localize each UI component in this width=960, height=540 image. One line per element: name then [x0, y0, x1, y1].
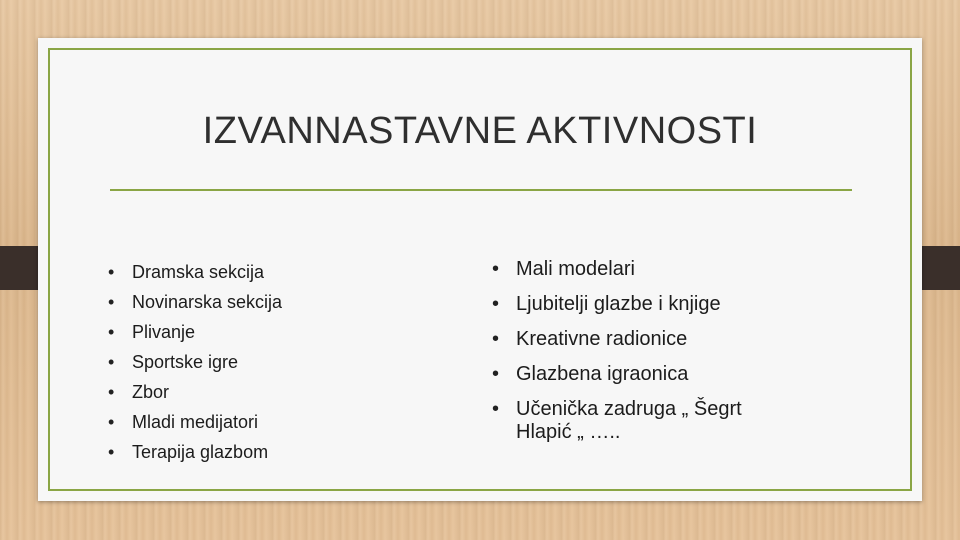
list-item: • Novinarska sekcija [108, 287, 282, 317]
list-item: • Glazbena igraonica [492, 363, 782, 386]
slide-card [38, 38, 922, 501]
list-item: • Terapija glazbom [108, 437, 282, 467]
list-item: • Mali modelari [492, 258, 782, 281]
list-item: • Kreativne radionice [492, 328, 782, 351]
list-item: • Plivanje [108, 317, 282, 347]
list-item: • Zbor [108, 377, 282, 407]
right-activity-list [492, 258, 782, 456]
list-item: • Mladi medijatori [108, 407, 282, 437]
list-item: • Sportske igre [108, 347, 282, 377]
title-divider [110, 189, 852, 191]
list-item: • Ljubitelji glazbe i knjige [492, 293, 782, 316]
background-shelf-left [0, 246, 40, 290]
slide-title: IZVANNASTAVNE AKTIVNOSTI [202, 110, 758, 152]
list-item: • Učenička zadruga „ Šegrt Hlapić „ ….. [492, 398, 782, 444]
left-activity-list [108, 257, 282, 467]
list-item: • Dramska sekcija [108, 257, 282, 287]
